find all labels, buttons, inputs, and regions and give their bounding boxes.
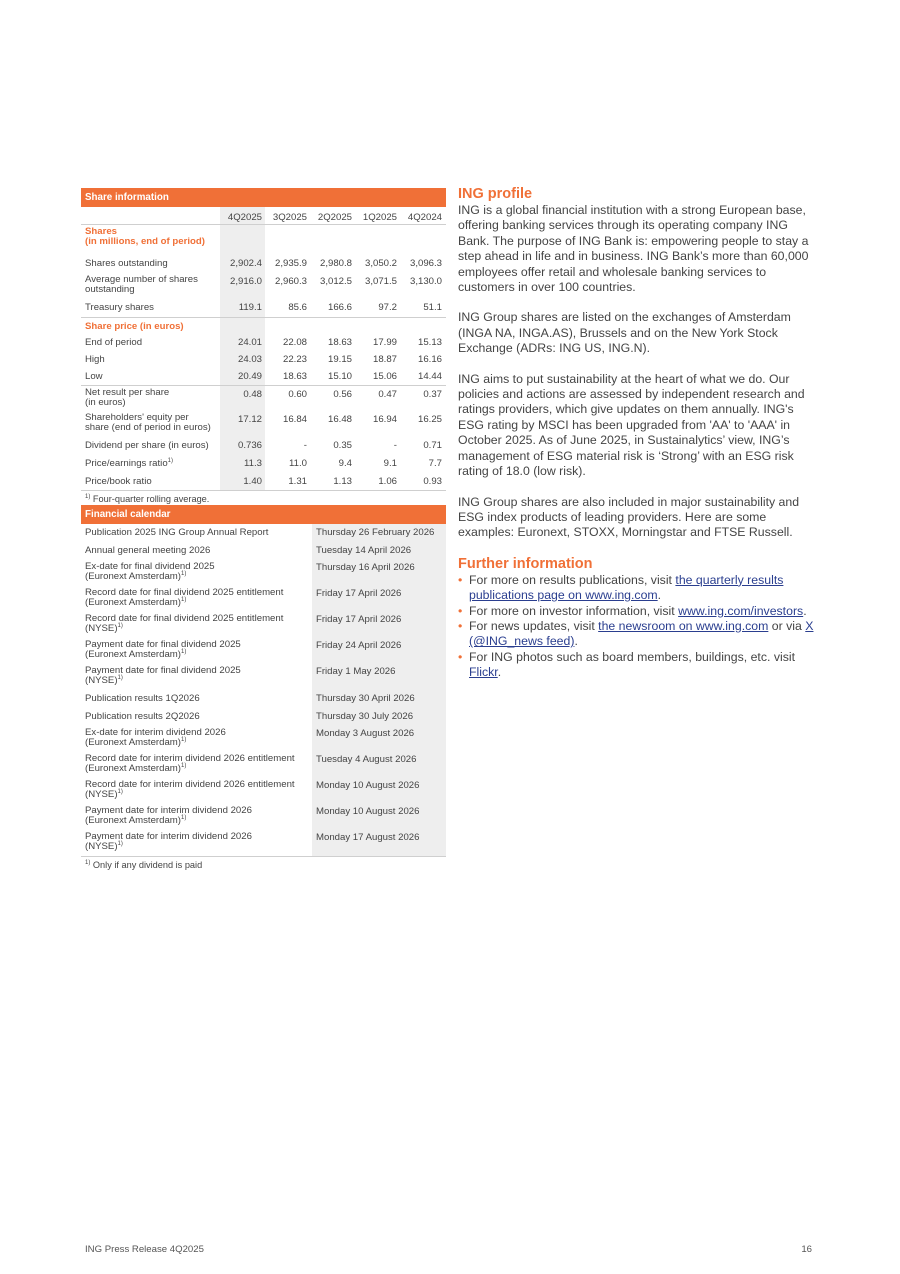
list-item: • For news updates, visit the newsroom on www.ing.com or via X (@ING_news feed). <box>458 619 818 650</box>
investors-link[interactable]: www.ing.com/investors <box>678 603 804 618</box>
calendar-row: Payment date for final dividend 2025 (NYSE)$^{1)}$ Friday 1 May 2026 <box>81 664 446 690</box>
calendar-row: Publication results 2Q2026 Thursday 30 July 2026 <box>81 708 446 726</box>
share-information-table <box>81 188 446 504</box>
table-row: Shareholders' equity per share (end of period in euros) 17.12 16.84 16.48 16.94 16.25 <box>81 411 446 437</box>
calendar-row: Publication 2025 ING Group Annual Report Thursday 26 February 2026 <box>81 524 446 542</box>
calendar-row: Record date for final dividend 2025 entitlement (NYSE)$^{1)}$ Friday 17 April 2026 <box>81 612 446 638</box>
share-table-header-row <box>81 207 446 224</box>
list-item: • For more on results publications, visit the quarterly results publications page on www.ing.com. <box>458 573 818 604</box>
calendar-footnote: $^{1)}$ Only if any dividend is paid <box>85 859 203 870</box>
further-information-heading: Further information <box>458 555 593 572</box>
financial-calendar-table <box>81 505 446 870</box>
table-row: Shares outstanding 2,902.4 2,935.9 2,980.8 3,050.2 3,096.3 <box>81 255 446 273</box>
column-header: 2Q2025 <box>317 212 352 223</box>
footer-document-title: ING Press Release 4Q2025 <box>85 1244 204 1255</box>
column-header: 4Q2024 <box>407 212 442 223</box>
footer-page-number: 16 <box>801 1244 812 1255</box>
table-row: End of period 24.01 22.08 18.63 17.99 15.13 <box>81 334 446 351</box>
flickr-link[interactable]: Flickr <box>469 665 498 680</box>
profile-paragraph: ING Group shares are also included in major sustainability and ESG index products of leading providers. Here are some examples: Euronext, STOXX, Morningstar and FTSE Russell. <box>458 494 800 540</box>
share-information-title: Share information <box>81 188 446 207</box>
table-row: Net result per share (in euros) 0.48 0.60 0.56 0.47 0.37 <box>81 385 446 411</box>
section-heading-shares: Shares (in millions, end of period) <box>81 224 446 255</box>
further-information-list <box>458 573 818 681</box>
calendar-row: Ex-date for final dividend 2025 (Euronext Amsterdam)$^{1)}$ Thursday 16 April 2026 <box>81 560 446 586</box>
calendar-row: Publication results 1Q2026 Thursday 30 April 2026 <box>81 690 446 708</box>
profile-paragraph: ING Group shares are listed on the exchanges of Amsterdam (INGA NA, INGA.AS), Brussels and on the New York Stock Exchange (ADRs: ING US, ING.N). <box>458 310 791 356</box>
calendar-row: Record date for interim dividend 2026 entitlement (Euronext Amsterdam)$^{1)}$ Tuesday 4 August 2026 <box>81 752 446 778</box>
calendar-row: Payment date for interim dividend 2026 (NYSE)$^{1)}$ Monday 17 August 2026 <box>81 830 446 857</box>
share-table-footnote: $^{1)}$ Four-quarter rolling average. <box>85 493 210 504</box>
calendar-row: Payment date for final dividend 2025 (Euronext Amsterdam)$^{1)}$ Friday 24 April 2026 <box>81 638 446 664</box>
results-publications-link[interactable]: the quarterly results publications page on www.ing.com <box>469 572 784 603</box>
table-row: Dividend per share (in euros) 0.736 - 0.35 - 0.71 <box>81 437 446 455</box>
calendar-row: Payment date for interim dividend 2026 (Euronext Amsterdam)$^{1)}$ Monday 10 August 2026 <box>81 804 446 830</box>
section-heading-share-price: Share price (in euros) <box>81 317 446 334</box>
calendar-row: Record date for interim dividend 2026 entitlement (NYSE)$^{1)}$ Monday 10 August 2026 <box>81 778 446 804</box>
list-item: • For ING photos such as board members, buildings, etc. visit Flickr. <box>458 650 818 681</box>
table-row: Treasury shares 119.1 85.6 166.6 97.2 51.1 <box>81 299 446 317</box>
table-row: High 24.03 22.23 19.15 18.87 16.16 <box>81 351 446 368</box>
column-header: 1Q2025 <box>362 212 397 223</box>
ing-profile-heading: ING profile <box>458 186 533 202</box>
newsroom-link[interactable]: the newsroom on www.ing.com <box>598 618 769 633</box>
calendar-row: Ex-date for interim dividend 2026 (Euronext Amsterdam)$^{1)}$ Monday 3 August 2026 <box>81 726 446 752</box>
list-item: • For more on investor information, visit www.ing.com/investors. <box>458 604 818 619</box>
right-column <box>458 186 818 681</box>
table-row: Low 20.49 18.63 15.10 15.06 14.44 <box>81 368 446 385</box>
calendar-row: Annual general meeting 2026 Tuesday 14 April 2026 <box>81 542 446 560</box>
table-row: Price/book ratio 1.40 1.31 1.13 1.06 0.93 <box>81 473 446 491</box>
x-news-feed-link[interactable]: X (@ING_news feed) <box>469 618 814 649</box>
column-header: 3Q2025 <box>272 212 307 223</box>
profile-paragraph: ING is a global financial institution with a strong European base, offering banking services through its operating company ING Bank. The purpose of ING Bank is: empowering people to stay a step ahead in life and in business. ING Bank’s more than 60,000 employees offer retail and wholesale banking services to customers in over 100 countries. <box>458 203 809 295</box>
profile-paragraph: ING aims to put sustainability at the heart of what we do. Our policies and actions are assessed by independent research and ratings providers, which give updates on them annually. ING's ESG rating by MSCI has been upgraded from 'AA' to 'AAA' in October 2025. As of June 2025, in Sustainalytics’ view, ING’s management of ESG material risk is ‘Strong’ with an ESG risk rating of 18.0 (low risk). <box>458 371 805 479</box>
table-row: Average number of shares outstanding 2,916.0 2,960.3 3,012.5 3,071.5 3,130.0 <box>81 273 446 299</box>
financial-calendar-title: Financial calendar <box>81 505 446 524</box>
column-header: 4Q2025 <box>220 207 265 224</box>
table-row: Price/earnings ratio$^{1)}$ 11.3 11.0 9.4 9.1 7.7 <box>81 455 446 473</box>
calendar-row: Record date for final dividend 2025 entitlement (Euronext Amsterdam)$^{1)}$ Friday 17 April 2026 <box>81 586 446 612</box>
